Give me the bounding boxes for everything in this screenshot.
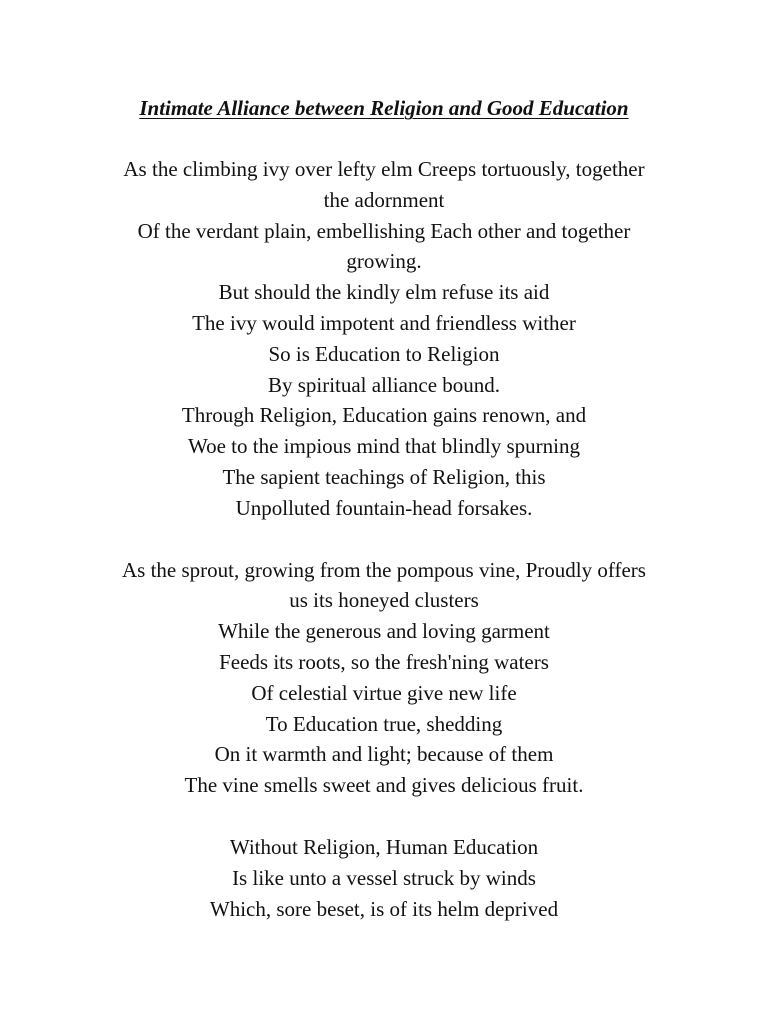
poem-line: On it warmth and light; because of them bbox=[214, 742, 554, 767]
poem-line: The vine smells sweet and gives delicious fruit. bbox=[184, 773, 584, 798]
stanza-3 bbox=[0, 832, 768, 924]
poem-line: Which, sore beset, is of its helm deprived bbox=[209, 896, 559, 921]
poem-line: Of celestial virtue give new life bbox=[251, 680, 517, 705]
poem-line: the adornment bbox=[323, 187, 445, 212]
poem-line: us its honeyed clusters bbox=[289, 588, 479, 613]
poem-line: Without Religion, Human Education bbox=[229, 834, 539, 859]
poem-line: But should the kindly elm refuse its aid bbox=[218, 280, 550, 305]
poem-line: While the generous and loving garment bbox=[218, 619, 550, 644]
poem-line: By spiritual alliance bound. bbox=[267, 372, 501, 397]
poem-line: Unpolluted fountain-head forsakes. bbox=[235, 495, 533, 520]
poem-line: As the sprout, growing from the pompous vine, Proudly offers bbox=[122, 557, 646, 582]
poem-body bbox=[0, 154, 768, 955]
poem-line: Feeds its roots, so the fresh'ning waters bbox=[219, 649, 549, 674]
poem-line: To Education true, shedding bbox=[265, 711, 503, 736]
poem-line: growing. bbox=[346, 249, 422, 274]
stanza-2 bbox=[0, 555, 768, 801]
stanza-1 bbox=[0, 154, 768, 524]
poem-line: So is Education to Religion bbox=[268, 341, 500, 366]
poem-line: Is like unto a vessel struck by winds bbox=[232, 865, 536, 890]
poem-line: The sapient teachings of Religion, this bbox=[222, 464, 546, 489]
poem-line: Of the verdant plain, embellishing Each other and together bbox=[137, 218, 631, 243]
poem-line: As the climbing ivy over lefty elm Creeps tortuously, together bbox=[123, 157, 645, 181]
poem-title: Intimate Alliance between Religion and Good Education bbox=[139, 96, 629, 120]
poem-line: Woe to the impious mind that blindly spurning bbox=[187, 434, 581, 459]
poem-line: Through Religion, Education gains renown, and bbox=[181, 403, 587, 428]
poem-line: The ivy would impotent and friendless wither bbox=[192, 310, 576, 335]
